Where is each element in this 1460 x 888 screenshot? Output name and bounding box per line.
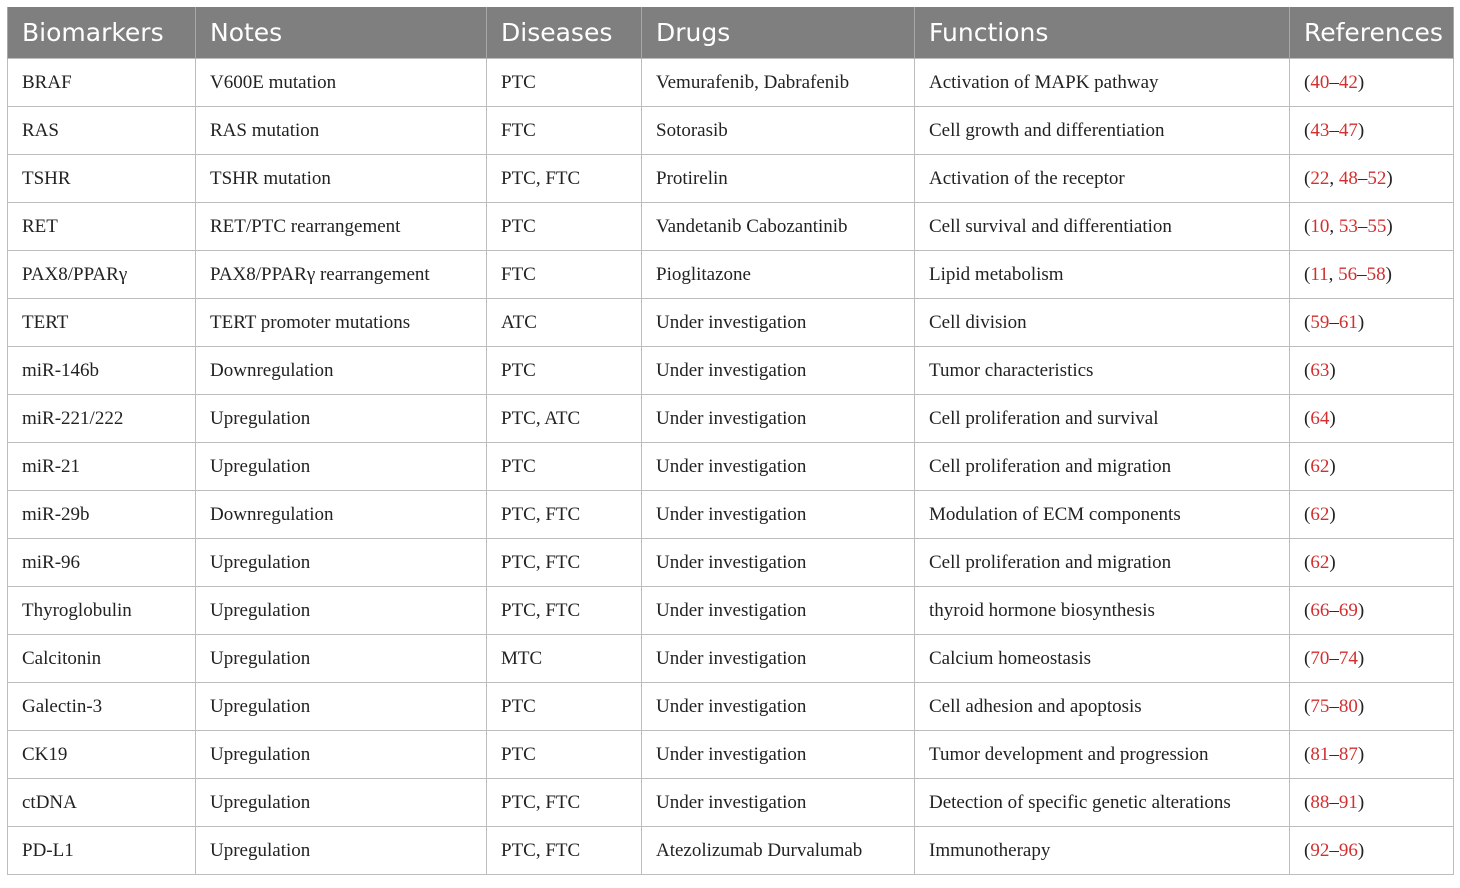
ref-separator: –: [1329, 839, 1339, 861]
references-cell: [1290, 59, 1454, 107]
references-cell: [1290, 203, 1454, 251]
notes-cell: RAS mutation: [196, 107, 487, 155]
notes-cell: TERT promoter mutations: [196, 299, 487, 347]
biomarker-cell: PD-L1: [8, 827, 196, 875]
table-row: [8, 347, 1454, 395]
drugs-cell: Under investigation: [642, 587, 915, 635]
references-cell: [1290, 491, 1454, 539]
ref-paren-open: (: [1304, 167, 1311, 189]
reference-link[interactable]: 42: [1338, 71, 1358, 93]
references-cell: [1290, 107, 1454, 155]
ref-paren-open: (: [1304, 311, 1311, 333]
table-row: [8, 587, 1454, 635]
table-row: [8, 779, 1454, 827]
ref-paren-close: ): [1386, 215, 1393, 237]
drugs-cell: Under investigation: [642, 539, 915, 587]
biomarker-cell: miR-146b: [8, 347, 196, 395]
notes-cell: RET/PTC rearrangement: [196, 203, 487, 251]
references-cell: [1290, 443, 1454, 491]
functions-cell: thyroid hormone biosynthesis: [915, 587, 1290, 635]
ref-paren-open: (: [1304, 455, 1311, 477]
diseases-cell: PTC, FTC: [487, 587, 642, 635]
ref-paren-close: ): [1357, 599, 1365, 621]
biomarker-cell: miR-29b: [8, 491, 196, 539]
ref-separator: –: [1357, 263, 1367, 285]
reference-link[interactable]: 64: [1310, 407, 1330, 429]
ref-paren-open: (: [1304, 599, 1311, 621]
header-row: [8, 7, 1454, 59]
ref-paren-open: (: [1304, 359, 1311, 381]
drugs-cell: Under investigation: [642, 779, 915, 827]
drugs-cell: Pioglitazone: [642, 251, 915, 299]
ref-paren-open: (: [1304, 551, 1311, 573]
ref-paren-close: ): [1357, 791, 1365, 813]
reference-link[interactable]: 69: [1338, 599, 1358, 621]
table-row: [8, 491, 1454, 539]
col-header-diseases: Diseases: [487, 7, 642, 59]
col-header-drugs: Drugs: [642, 7, 915, 59]
biomarker-table: [7, 7, 1454, 875]
reference-link[interactable]: 22: [1310, 167, 1330, 189]
drugs-cell: Vandetanib Cabozantinib: [642, 203, 915, 251]
ref-paren-close: ): [1357, 119, 1365, 141]
table-row: [8, 155, 1454, 203]
references-cell: [1290, 683, 1454, 731]
ref-paren-open: (: [1304, 263, 1311, 285]
notes-cell: Upregulation: [196, 635, 487, 683]
functions-cell: Activation of the receptor: [915, 155, 1290, 203]
diseases-cell: PTC, FTC: [487, 155, 642, 203]
table-row: [8, 299, 1454, 347]
functions-cell: Immunotherapy: [915, 827, 1290, 875]
notes-cell: Upregulation: [196, 395, 487, 443]
ref-separator: –: [1329, 599, 1339, 621]
notes-cell: Upregulation: [196, 539, 487, 587]
reference-link[interactable]: 96: [1338, 839, 1358, 861]
reference-link[interactable]: 61: [1338, 311, 1358, 333]
ref-paren-close: ): [1357, 647, 1365, 669]
biomarker-cell: TERT: [8, 299, 196, 347]
functions-cell: Cell proliferation and survival: [915, 395, 1290, 443]
ref-separator: ,: [1329, 167, 1339, 189]
drugs-cell: Under investigation: [642, 347, 915, 395]
reference-link[interactable]: 59: [1310, 311, 1330, 333]
diseases-cell: PTC: [487, 347, 642, 395]
notes-cell: TSHR mutation: [196, 155, 487, 203]
functions-cell: Tumor characteristics: [915, 347, 1290, 395]
references-cell: [1290, 347, 1454, 395]
biomarker-cell: RET: [8, 203, 196, 251]
drugs-cell: Under investigation: [642, 731, 915, 779]
diseases-cell: PTC, FTC: [487, 491, 642, 539]
ref-paren-open: (: [1304, 215, 1311, 237]
ref-separator: –: [1329, 791, 1339, 813]
reference-link[interactable]: 40: [1310, 71, 1330, 93]
ref-paren-close: ): [1386, 167, 1393, 189]
reference-link[interactable]: 92: [1310, 839, 1330, 861]
functions-cell: Modulation of ECM components: [915, 491, 1290, 539]
notes-cell: Upregulation: [196, 587, 487, 635]
diseases-cell: FTC: [487, 107, 642, 155]
reference-link[interactable]: 62: [1310, 503, 1330, 525]
notes-cell: Upregulation: [196, 443, 487, 491]
drugs-cell: Under investigation: [642, 443, 915, 491]
ref-paren-close: ): [1329, 455, 1336, 477]
biomarker-cell: ctDNA: [8, 779, 196, 827]
ref-separator: –: [1329, 119, 1339, 141]
ref-paren-close: ): [1385, 263, 1392, 285]
drugs-cell: Atezolizumab Durvalumab: [642, 827, 915, 875]
biomarker-cell: CK19: [8, 731, 196, 779]
reference-link[interactable]: 10: [1310, 215, 1330, 237]
notes-cell: Downregulation: [196, 347, 487, 395]
table-row: [8, 731, 1454, 779]
notes-cell: Upregulation: [196, 731, 487, 779]
table-body: [8, 59, 1454, 875]
reference-link[interactable]: 48: [1338, 167, 1358, 189]
reference-link[interactable]: 11: [1310, 263, 1329, 285]
table-row: [8, 395, 1454, 443]
ref-separator: ,: [1328, 263, 1339, 285]
diseases-cell: PTC: [487, 59, 642, 107]
biomarker-cell: miR-21: [8, 443, 196, 491]
functions-cell: Lipid metabolism: [915, 251, 1290, 299]
ref-separator: –: [1329, 695, 1339, 717]
reference-link[interactable]: 80: [1338, 695, 1358, 717]
ref-paren-close: ): [1357, 71, 1365, 93]
diseases-cell: ATC: [487, 299, 642, 347]
diseases-cell: PTC: [487, 443, 642, 491]
reference-link[interactable]: 81: [1310, 743, 1330, 765]
references-cell: [1290, 155, 1454, 203]
biomarker-cell: miR-96: [8, 539, 196, 587]
references-cell: [1290, 827, 1454, 875]
biomarker-cell: Calcitonin: [8, 635, 196, 683]
references-cell: [1290, 731, 1454, 779]
diseases-cell: PTC: [487, 203, 642, 251]
ref-separator: –: [1329, 71, 1339, 93]
ref-paren-close: ): [1329, 551, 1336, 573]
ref-paren-open: (: [1304, 119, 1311, 141]
ref-separator: –: [1357, 215, 1368, 237]
ref-paren-open: (: [1304, 71, 1311, 93]
diseases-cell: PTC: [487, 683, 642, 731]
col-header-biomarkers: Biomarkers: [8, 7, 196, 59]
drugs-cell: Under investigation: [642, 683, 915, 731]
notes-cell: Upregulation: [196, 683, 487, 731]
biomarker-cell: Thyroglobulin: [8, 587, 196, 635]
ref-paren-open: (: [1304, 791, 1311, 813]
table-row: [8, 203, 1454, 251]
ref-paren-close: ): [1357, 743, 1365, 765]
functions-cell: Cell proliferation and migration: [915, 539, 1290, 587]
reference-link[interactable]: 47: [1338, 119, 1358, 141]
table-row: [8, 251, 1454, 299]
drugs-cell: Under investigation: [642, 395, 915, 443]
reference-link[interactable]: 88: [1310, 791, 1330, 813]
reference-link[interactable]: 66: [1310, 599, 1330, 621]
functions-cell: Cell division: [915, 299, 1290, 347]
drugs-cell: Under investigation: [642, 299, 915, 347]
drugs-cell: Under investigation: [642, 635, 915, 683]
functions-cell: Tumor development and progression: [915, 731, 1290, 779]
functions-cell: Detection of specific genetic alterations: [915, 779, 1290, 827]
ref-paren-open: (: [1304, 743, 1311, 765]
reference-link[interactable]: 62: [1310, 551, 1330, 573]
reference-link[interactable]: 62: [1310, 455, 1330, 477]
reference-link[interactable]: 74: [1338, 647, 1358, 669]
references-cell: [1290, 587, 1454, 635]
biomarker-cell: miR-221/222: [8, 395, 196, 443]
ref-separator: –: [1357, 167, 1368, 189]
table-row: [8, 107, 1454, 155]
references-cell: [1290, 299, 1454, 347]
reference-link[interactable]: 52: [1367, 167, 1387, 189]
reference-link[interactable]: 58: [1366, 263, 1386, 285]
ref-separator: –: [1329, 311, 1339, 333]
ref-separator: –: [1329, 743, 1339, 765]
col-header-functions: Functions: [915, 7, 1290, 59]
functions-cell: Calcium homeostasis: [915, 635, 1290, 683]
ref-paren-open: (: [1304, 407, 1311, 429]
table-row: [8, 683, 1454, 731]
ref-paren-open: (: [1304, 503, 1311, 525]
notes-cell: Upregulation: [196, 827, 487, 875]
diseases-cell: PTC, FTC: [487, 539, 642, 587]
functions-cell: Cell proliferation and migration: [915, 443, 1290, 491]
ref-separator: –: [1329, 647, 1339, 669]
biomarker-cell: BRAF: [8, 59, 196, 107]
notes-cell: Upregulation: [196, 779, 487, 827]
drugs-cell: Sotorasib: [642, 107, 915, 155]
notes-cell: Downregulation: [196, 491, 487, 539]
notes-cell: V600E mutation: [196, 59, 487, 107]
table-row: [8, 827, 1454, 875]
reference-link[interactable]: 53: [1338, 215, 1358, 237]
drugs-cell: Under investigation: [642, 491, 915, 539]
reference-link[interactable]: 43: [1310, 119, 1330, 141]
ref-paren-open: (: [1304, 647, 1311, 669]
references-cell: [1290, 779, 1454, 827]
diseases-cell: PTC, ATC: [487, 395, 642, 443]
diseases-cell: FTC: [487, 251, 642, 299]
functions-cell: Activation of MAPK pathway: [915, 59, 1290, 107]
references-cell: [1290, 395, 1454, 443]
table-row: [8, 59, 1454, 107]
functions-cell: Cell adhesion and apoptosis: [915, 683, 1290, 731]
biomarker-cell: RAS: [8, 107, 196, 155]
drugs-cell: Protirelin: [642, 155, 915, 203]
table-row: [8, 539, 1454, 587]
ref-paren-close: ): [1357, 839, 1365, 861]
biomarker-cell: PAX8/PPARγ: [8, 251, 196, 299]
table-row: [8, 635, 1454, 683]
col-header-notes: Notes: [196, 7, 487, 59]
ref-paren-close: ): [1357, 311, 1365, 333]
biomarker-cell: TSHR: [8, 155, 196, 203]
ref-paren-close: ): [1329, 503, 1336, 525]
ref-paren-close: ): [1329, 407, 1336, 429]
functions-cell: Cell survival and differentiation: [915, 203, 1290, 251]
references-cell: [1290, 539, 1454, 587]
reference-link[interactable]: 56: [1338, 263, 1358, 285]
reference-link[interactable]: 87: [1338, 743, 1358, 765]
diseases-cell: PTC, FTC: [487, 779, 642, 827]
reference-link[interactable]: 63: [1310, 359, 1330, 381]
table-row: [8, 443, 1454, 491]
diseases-cell: PTC: [487, 731, 642, 779]
ref-paren-close: ): [1357, 695, 1365, 717]
reference-link[interactable]: 55: [1367, 215, 1387, 237]
ref-paren-open: (: [1304, 695, 1311, 717]
functions-cell: Cell growth and differentiation: [915, 107, 1290, 155]
drugs-cell: Vemurafenib, Dabrafenib: [642, 59, 915, 107]
references-cell: [1290, 251, 1454, 299]
ref-paren-open: (: [1304, 839, 1311, 861]
ref-separator: ,: [1329, 215, 1339, 237]
biomarker-cell: Galectin-3: [8, 683, 196, 731]
ref-paren-close: ): [1329, 359, 1336, 381]
reference-link[interactable]: 70: [1310, 647, 1330, 669]
diseases-cell: MTC: [487, 635, 642, 683]
notes-cell: PAX8/PPARγ rearrangement: [196, 251, 487, 299]
reference-link[interactable]: 75: [1310, 695, 1330, 717]
references-cell: [1290, 635, 1454, 683]
col-header-references: References: [1290, 7, 1454, 59]
reference-link[interactable]: 91: [1338, 791, 1358, 813]
diseases-cell: PTC, FTC: [487, 827, 642, 875]
